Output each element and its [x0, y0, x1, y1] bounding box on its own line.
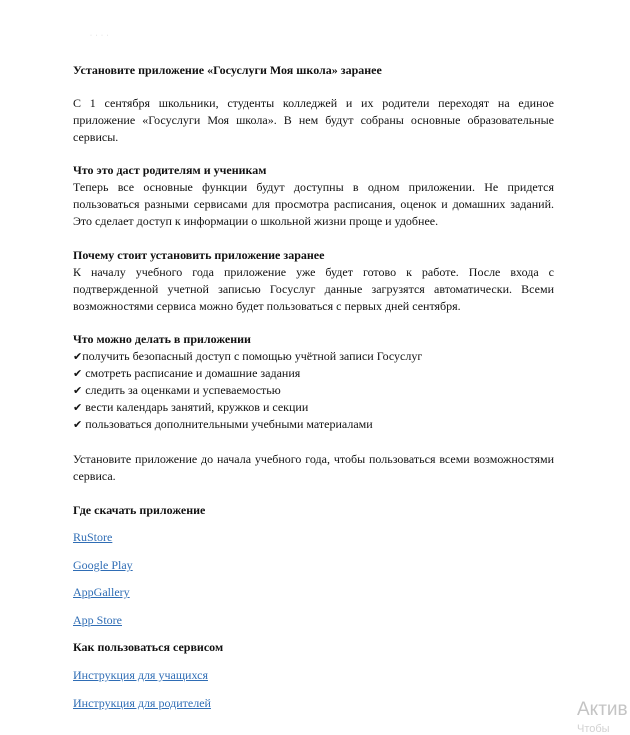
- download-heading: Где скачать приложение: [73, 503, 206, 517]
- list-item: ✔ пользоваться дополнительными учебными материалами: [73, 417, 373, 431]
- features-list: [73, 348, 554, 433]
- check-icon: ✔: [73, 367, 83, 380]
- link-google-play[interactable]: Google Play: [73, 558, 133, 572]
- check-icon: ✔: [73, 384, 83, 397]
- section-benefits-text: Теперь все основные функции будут доступны в одном приложении. Не придется пользоваться разными сервисами для просмотра расписания, оценок и домашних заданий. Это сделает доступ к информации о школьной жизни проще и удобнее.: [73, 180, 554, 228]
- list-item: ✔ следить за оценками и успеваемостью: [73, 383, 281, 397]
- intro-paragraph: С 1 сентября школьники, студенты колледжей и их родители переходят на единое приложение «Госуслуги Моя школа». В нем будут собраны основные образовательные сервисы.: [73, 96, 554, 144]
- link-app-store[interactable]: App Store: [73, 613, 122, 627]
- section-why-heading: Почему стоит установить приложение заранее: [73, 248, 325, 262]
- link-appgallery[interactable]: AppGallery: [73, 585, 130, 599]
- activation-watermark-subtitle: Чтобы: [577, 723, 610, 735]
- closing-paragraph: Установите приложение до начала учебного года, чтобы пользоваться всеми возможностями сервиса.: [73, 452, 554, 483]
- usage-heading: Как пользоваться сервисом: [73, 640, 224, 654]
- activation-watermark: Актив: [577, 699, 628, 720]
- document-title: Установите приложение «Госуслуги Моя школа» заранее: [73, 63, 382, 77]
- section-features-heading: Что можно делать в приложении: [73, 332, 251, 346]
- check-icon: ✔: [73, 418, 83, 431]
- link-student-instructions[interactable]: Инструкция для учащихся: [73, 668, 208, 682]
- section-benefits-heading: Что это даст родителям и ученикам: [73, 163, 267, 177]
- list-item: ✔ смотреть расписание и домашние задания: [73, 366, 301, 380]
- list-item: ✔получить безопасный доступ с помощью учётной записи Госуслуг: [73, 349, 423, 363]
- check-icon: ✔: [73, 350, 83, 363]
- list-item: ✔ вести календарь занятий, кружков и секции: [73, 400, 309, 414]
- section-why-text: К началу учебного года приложение уже будет готово к работе. После входа с подтвержденной учетной записью Госуслуг данные загрузятся автоматически. Всеми возможностями сервиса можно будет пользоваться с первых дней сентября.: [73, 265, 554, 313]
- header-mark: · · · ·: [90, 33, 110, 39]
- check-icon: ✔: [73, 401, 83, 414]
- link-parent-instructions[interactable]: Инструкция для родителей: [73, 696, 211, 710]
- link-rustore[interactable]: RuStore: [73, 530, 113, 544]
